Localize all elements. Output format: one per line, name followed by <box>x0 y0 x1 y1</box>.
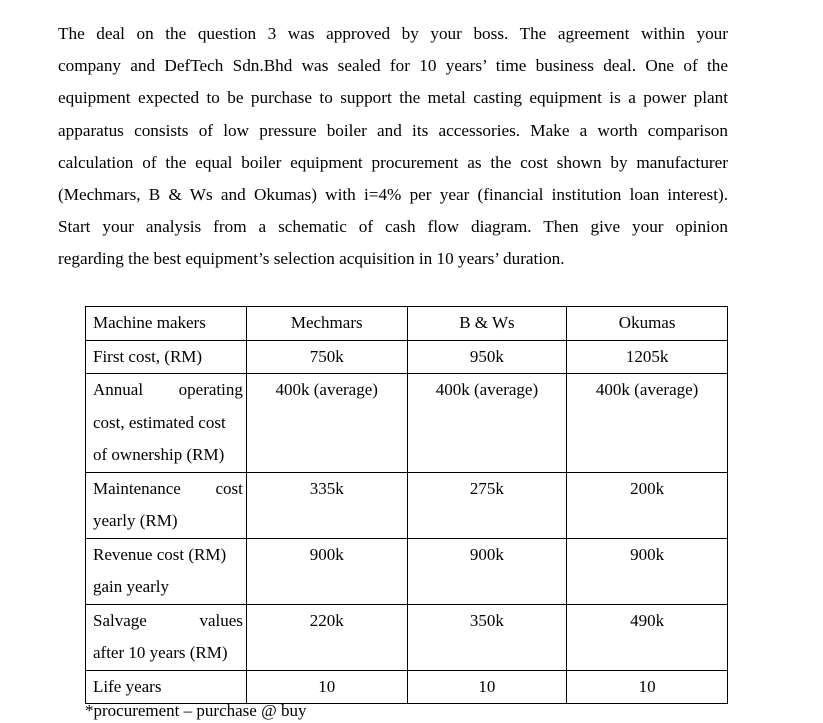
value-cell: 900k <box>407 538 567 604</box>
row-label-line: after 10 years (RM) <box>93 643 228 662</box>
row-label-line: First cost, (RM) <box>93 346 203 366</box>
row-label-line <box>93 473 246 506</box>
row-label-word: cost <box>215 478 243 498</box>
row-label-line: cost, estimated cost <box>93 412 226 432</box>
value-cell: 750k <box>246 340 407 374</box>
header-label-cell: Machine makers <box>86 307 247 341</box>
question-paragraph <box>58 18 728 276</box>
value-cell: 900k <box>246 538 407 604</box>
value-cell: 1205k <box>567 340 728 374</box>
header-maker-cell: Mechmars <box>246 307 407 341</box>
paragraph-line: equipment expected to be purchase to support the metal casting equipment is a power plant <box>58 88 728 108</box>
paragraph-line: The deal on the question 3 was approved by your boss. The agreement within your <box>58 24 728 43</box>
value-cell: 400k (average) <box>246 374 407 473</box>
paragraph-line: company and DefTech Sdn.Bhd was sealed for 10 years’ time business deal. One of the <box>58 56 728 76</box>
cost-comparison-table <box>85 306 728 704</box>
value-cell: 10 <box>407 670 567 704</box>
header-maker-cell: B & Ws <box>407 307 567 341</box>
row-label-line: Life years <box>93 676 162 696</box>
value-cell: 335k <box>246 472 407 538</box>
table-row <box>86 604 728 670</box>
paragraph-line: apparatus consists of low pressure boiler and its accessories. Make a worth comparison <box>58 120 728 140</box>
row-label-cell <box>86 604 247 670</box>
value-cell: 400k (average) <box>567 374 728 473</box>
row-label-line: Revenue cost (RM) <box>93 544 227 564</box>
row-label-word: operating <box>178 380 243 399</box>
value-cell: 900k <box>567 538 728 604</box>
paragraph-line: calculation of the equal boiler equipment procurement as the cost shown by manufacturer <box>58 152 728 172</box>
value-cell: 220k <box>246 604 407 670</box>
row-label-cell <box>86 538 247 604</box>
row-label-line: of ownership (RM) <box>93 445 225 464</box>
value-cell: 350k <box>407 604 567 670</box>
row-label-word: Salvage <box>93 610 147 630</box>
row-label-line: yearly (RM) <box>93 511 178 530</box>
value-cell: 10 <box>246 670 407 704</box>
table-row <box>86 670 728 704</box>
row-label-line: gain yearly <box>93 577 169 596</box>
table-row <box>86 472 728 538</box>
row-label-cell <box>86 340 247 374</box>
value-cell: 400k (average) <box>407 374 567 473</box>
value-cell: 200k <box>567 472 728 538</box>
header-maker-cell: Okumas <box>567 307 728 341</box>
table-row <box>86 538 728 604</box>
row-label-word: values <box>199 610 243 630</box>
value-cell: 275k <box>407 472 567 538</box>
paragraph-line: Start your analysis from a schematic of cash flow diagram. Then give your opinion <box>58 217 728 237</box>
paragraph-line: (Mechmars, B & Ws and Okumas) with i=4% per year (financial institution loan interest). <box>58 185 728 205</box>
paragraph-line: regarding the best equipment’s selection acquisition in 10 years’ duration. <box>58 249 565 269</box>
value-cell: 950k <box>407 340 567 374</box>
table-header-row <box>86 307 728 341</box>
row-label-cell <box>86 374 247 473</box>
row-label-line <box>93 374 246 407</box>
row-label-word: Maintenance <box>93 478 181 498</box>
value-cell: 490k <box>567 604 728 670</box>
table-row <box>86 340 728 374</box>
footnote: *procurement – purchase @ buy <box>85 701 307 720</box>
value-cell: 10 <box>567 670 728 704</box>
row-label-line <box>93 605 246 638</box>
table-row <box>86 374 728 473</box>
row-label-cell <box>86 472 247 538</box>
row-label-cell <box>86 670 247 704</box>
row-label-word: Annual <box>93 380 144 399</box>
